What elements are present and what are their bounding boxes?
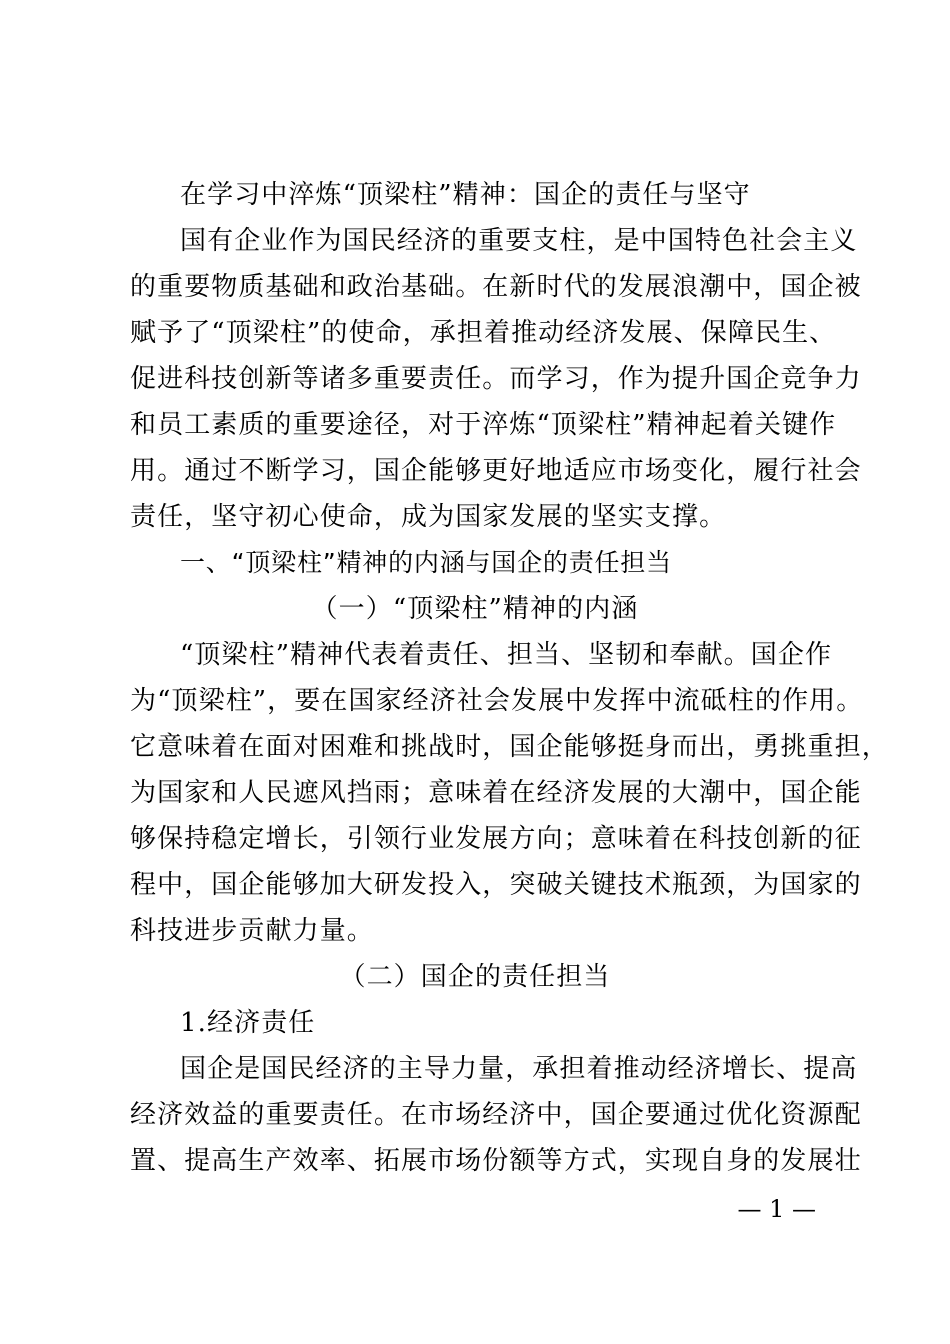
paragraph-line: 为国家和人民遮风挡雨；意味着在经济发展的大潮中，国企能: [130, 778, 862, 808]
paragraph-line: 置、提高生产效率、拓展市场份额等方式，实现自身的发展壮: [130, 1146, 862, 1176]
subsection-heading: （二）国企的责任担当: [339, 962, 611, 992]
paragraph-line: 经济效益的重要责任。在市场经济中，国企要通过优化资源配: [130, 1100, 862, 1130]
item-heading: 1.经济责任: [180, 1008, 316, 1038]
paragraph-line: 科技进步贡献力量。: [130, 916, 374, 946]
paragraph-line: 程中，国企能够加大研发投入，突破关键技术瓶颈，为国家的: [130, 870, 862, 900]
paragraph-line: 国企是国民经济的主导力量，承担着推动经济增长、提高: [180, 1054, 858, 1084]
paragraph-line: 和员工素质的重要途径，对于淬炼“顶梁柱”精神起着关键作: [130, 410, 837, 440]
paragraph-line: 的重要物质基础和政治基础。在新时代的发展浪潮中，国企被: [130, 272, 862, 302]
paragraph-line: “顶梁柱”精神代表着责任、担当、坚韧和奉献。国企作: [180, 640, 833, 670]
paragraph-line: 它意味着在面对困难和挑战时，国企能够挺身而出，勇挑重担，: [130, 732, 889, 762]
section-heading: 一、“顶梁柱”精神的内涵与国企的责任担当: [180, 548, 672, 577]
document-title: 在学习中淬炼“顶梁柱”精神：国企的责任与坚守: [180, 180, 751, 210]
subsection-heading: （一）“顶梁柱”精神的内涵: [311, 594, 639, 624]
paragraph-line: 促进科技创新等诸多重要责任。而学习，作为提升国企竞争力: [130, 364, 862, 394]
paragraph-line: 够保持稳定增长，引领行业发展方向；意味着在科技创新的征: [130, 824, 862, 854]
paragraph-line: 责任，坚守初心使命，成为国家发展的坚实支撑。: [130, 502, 727, 532]
paragraph-line: 用。通过不断学习，国企能够更好地适应市场变化，履行社会: [130, 456, 862, 486]
paragraph-line: 为“顶梁柱”，要在国家经济社会发展中发挥中流砥柱的作用。: [130, 686, 864, 716]
page-number: — 1 —: [737, 1195, 816, 1223]
paragraph-line: 国有企业作为国民经济的重要支柱，是中国特色社会主义: [180, 226, 858, 256]
paragraph-line: 赋予了“顶梁柱”的使命，承担着推动经济发展、保障民生、: [130, 318, 837, 348]
